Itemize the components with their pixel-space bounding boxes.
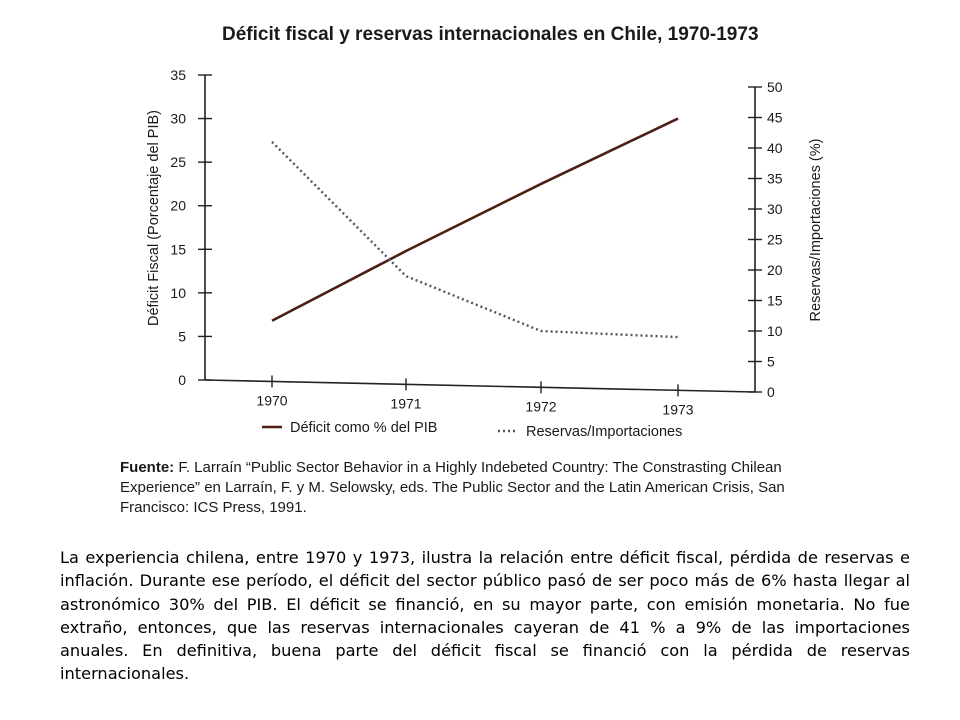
x-tick-label: 1972 (525, 398, 557, 415)
y-right-tick-label: 15 (767, 292, 783, 309)
x-tick-label: 1971 (390, 395, 422, 412)
legend (262, 420, 682, 440)
legend-label-1: Déficit como % del PIB (290, 420, 438, 436)
y-right-tick-label: 35 (767, 170, 783, 187)
legend-label-2: Reservas/Importaciones (526, 424, 683, 440)
y-right-tick-label: 0 (767, 384, 775, 400)
y-left-tick-label: 5 (178, 328, 186, 345)
y-left-tick-label: 15 (170, 241, 186, 258)
y-right-tick-label: 20 (767, 262, 783, 278)
chart-title: Déficit fiscal y reservas internacionales en Chile, 1970-1973 (222, 24, 759, 45)
source-label: Fuente: (120, 459, 175, 476)
y-left-tick-label: 20 (170, 197, 186, 214)
y-right-tick-label: 10 (767, 323, 783, 339)
y-right-axis-title: Reservas/Importaciones (%) (808, 138, 824, 322)
x-tick-label: 1970 (256, 392, 288, 409)
x-tick-label: 1973 (662, 401, 694, 418)
y-left-tick-label: 0 (178, 372, 186, 388)
y-right-tick-label: 25 (767, 231, 783, 248)
y-right-tick-label: 40 (767, 140, 783, 156)
y-left-tick-label: 30 (170, 110, 186, 127)
y-right-tick-label: 45 (767, 109, 783, 126)
y-right-tick-label: 50 (767, 79, 783, 95)
series-line-2 (272, 142, 678, 337)
y-right-tick-label: 30 (767, 201, 783, 217)
description-paragraph: La experiencia chilena, entre 1970 y 1973, ilustra la relación entre déficit fiscal, pérdida de reservas e inflación. Durante ese período, el déficit del sector público pasó de ser poco más de 6% hasta llegar al astronómico 30% del PIB. El déficit se financió, en su mayor parte, con emisión monetaria. No fue extraño, entonces, que las reservas internacionales cayeran de 41 % a 9% de las importaciones anuales. En definitiva, buena parte del déficit fiscal se financió con la pérdida de reservas internacionales. (60, 548, 910, 684)
y-left-tick-label: 35 (170, 67, 186, 83)
source-text: F. Larraín “Public Sector Behavior in a Highly Indebeted Country: The Constrasting Chilean Experience” en Larraín, F. y M. Selowsky, eds. The Public Sector and the Latin American Crisis, San Francisco: ICS Press, 1991. (120, 459, 785, 516)
y-left-axis-title: Déficit Fiscal (Porcentaje del PIB) (146, 110, 162, 326)
series-line-1 (272, 119, 678, 321)
source-note (120, 458, 840, 518)
y-right-tick-label: 5 (767, 353, 775, 370)
x-axis-line (205, 380, 755, 392)
axes (170, 67, 782, 417)
y-left-tick-label: 25 (170, 154, 186, 171)
series-layer (272, 119, 678, 338)
y-left-tick-label: 10 (170, 284, 186, 301)
